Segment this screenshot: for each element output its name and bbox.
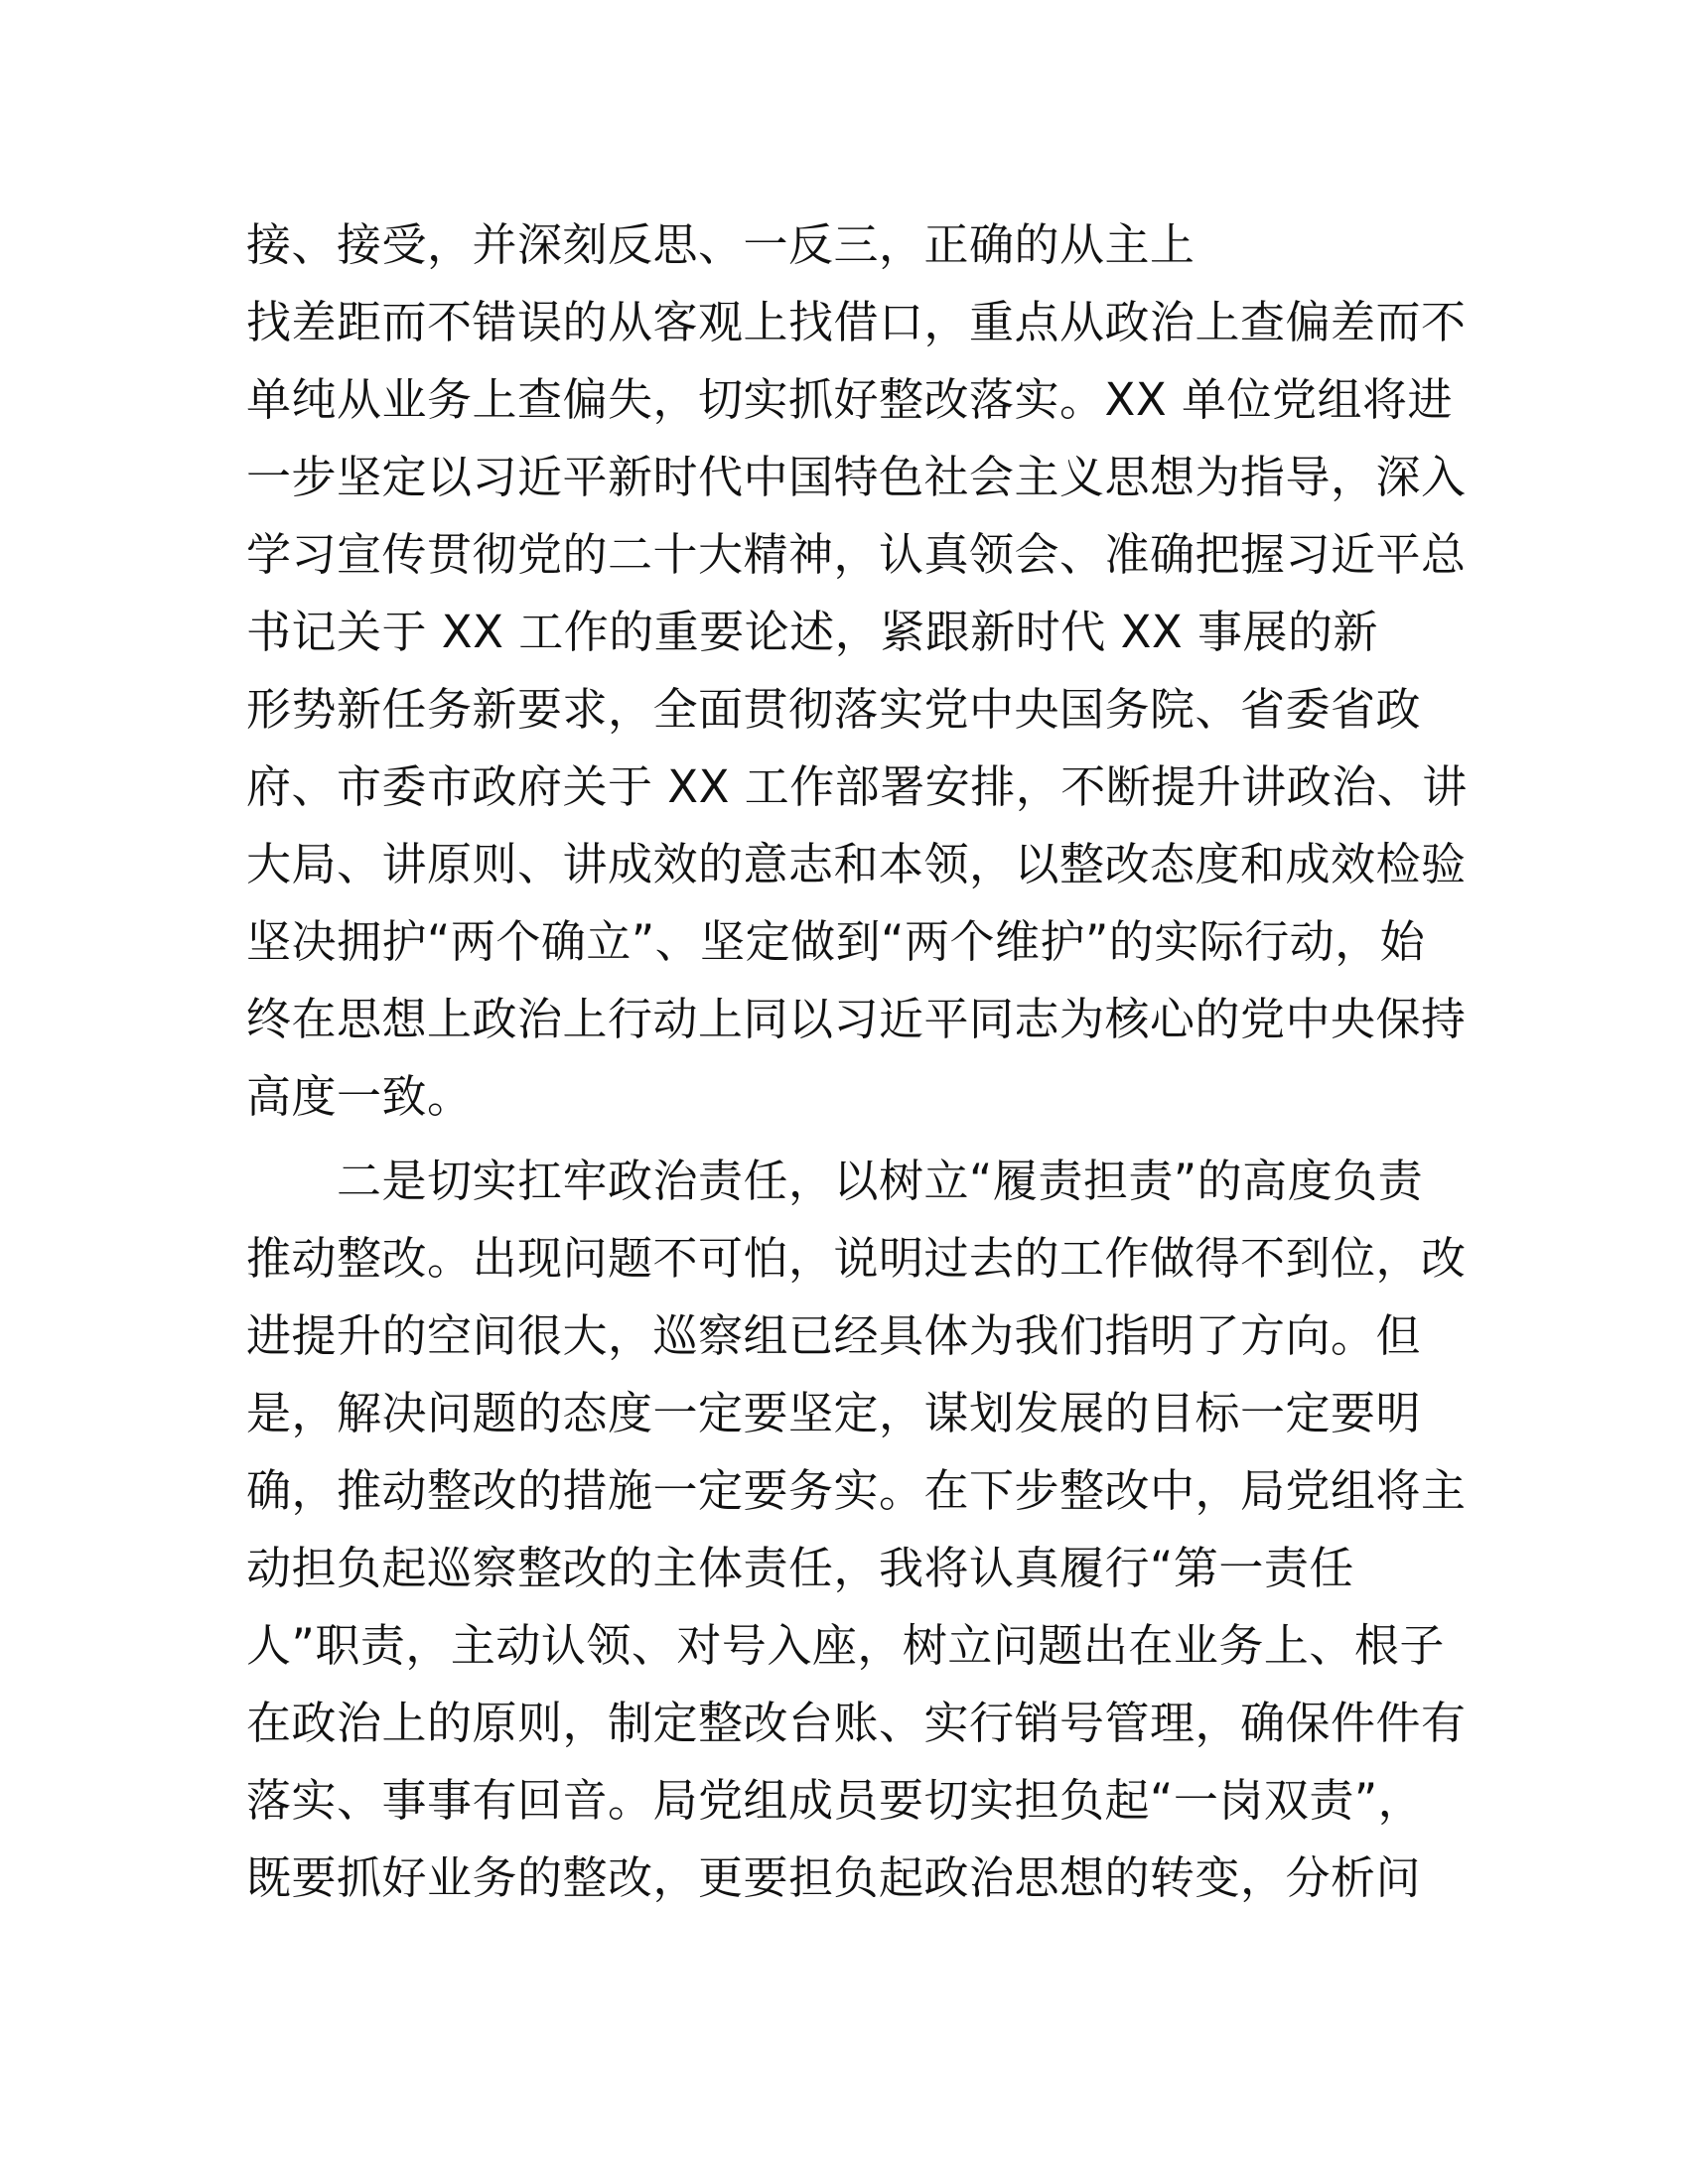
text-line: 人”职责，主动认领、对号入座，树立问题出在业务上、根子 [246, 1619, 1445, 1672]
text-line: 书记关于 XX 工作的重要论述，紧跟新时代 XX 事展的新 [246, 606, 1379, 658]
text-line: 大局、讲原则、讲成效的意志和本领，以整改态度和成效检验 [246, 838, 1467, 890]
text-line: 接、接受，并深刻反思、一反三，正确的从主上 [246, 218, 1196, 271]
paragraph-1 [246, 206, 1468, 1136]
paragraph-2 [246, 1143, 1467, 1917]
text-line: 在政治上的原则，制定整改台账、实行销号管理，确保件件有 [246, 1697, 1467, 1749]
text-line: 二是切实扛牢政治责任，以树立“履责担责”的高度负责 [246, 1155, 1424, 1207]
text-line: 府、市委市政府关于 XX 工作部署安排，不断提升讲政治、讲 [246, 760, 1468, 813]
text-line: 进提升的空间很大，巡察组已经具体为我们指明了方向。但 [246, 1309, 1422, 1362]
text-line: 形势新任务新要求，全面贯彻落实党中央国务院、省委省政 [246, 683, 1422, 736]
text-line: 既要抓好业务的整改，更要担负起政治思想的转变，分析问 [246, 1851, 1422, 1904]
text-line: 高度一致。 [246, 1070, 473, 1123]
text-line: 动担负起巡察整改的主体责任，我将认真履行“第一责任 [246, 1542, 1354, 1594]
text-line: 找差距而不错误的从客观上找借口，重点从政治上查偏差而不 [246, 296, 1467, 348]
text-line: 落实、事事有回音。局党组成员要切实担负起“一岗双责”， [246, 1774, 1424, 1827]
text-line: 学习宣传贯彻党的二十大精神，认真领会、准确把握习近平总 [246, 528, 1467, 581]
text-line: 坚决拥护“两个确立”、坚定做到“两个维护”的实际行动，始 [246, 915, 1426, 968]
text-line: 推动整改。出现问题不可怕，说明过去的工作做得不到位，改 [246, 1232, 1467, 1285]
text-line: 单纯从业务上查偏失，切实抓好整改落实。XX 单位党组将进 [246, 373, 1453, 426]
text-line: 终在思想上政治上行动上同以习近平同志为核心的党中央保持 [246, 993, 1467, 1045]
text-line: 确，推动整改的措施一定要务实。在下步整改中，局党组将主 [246, 1464, 1467, 1517]
text-line: 一步坚定以习近平新时代中国特色社会主义思想为指导，深入 [246, 451, 1467, 503]
text-line: 是，解决问题的态度一定要坚定，谋划发展的目标一定要明 [246, 1387, 1422, 1439]
